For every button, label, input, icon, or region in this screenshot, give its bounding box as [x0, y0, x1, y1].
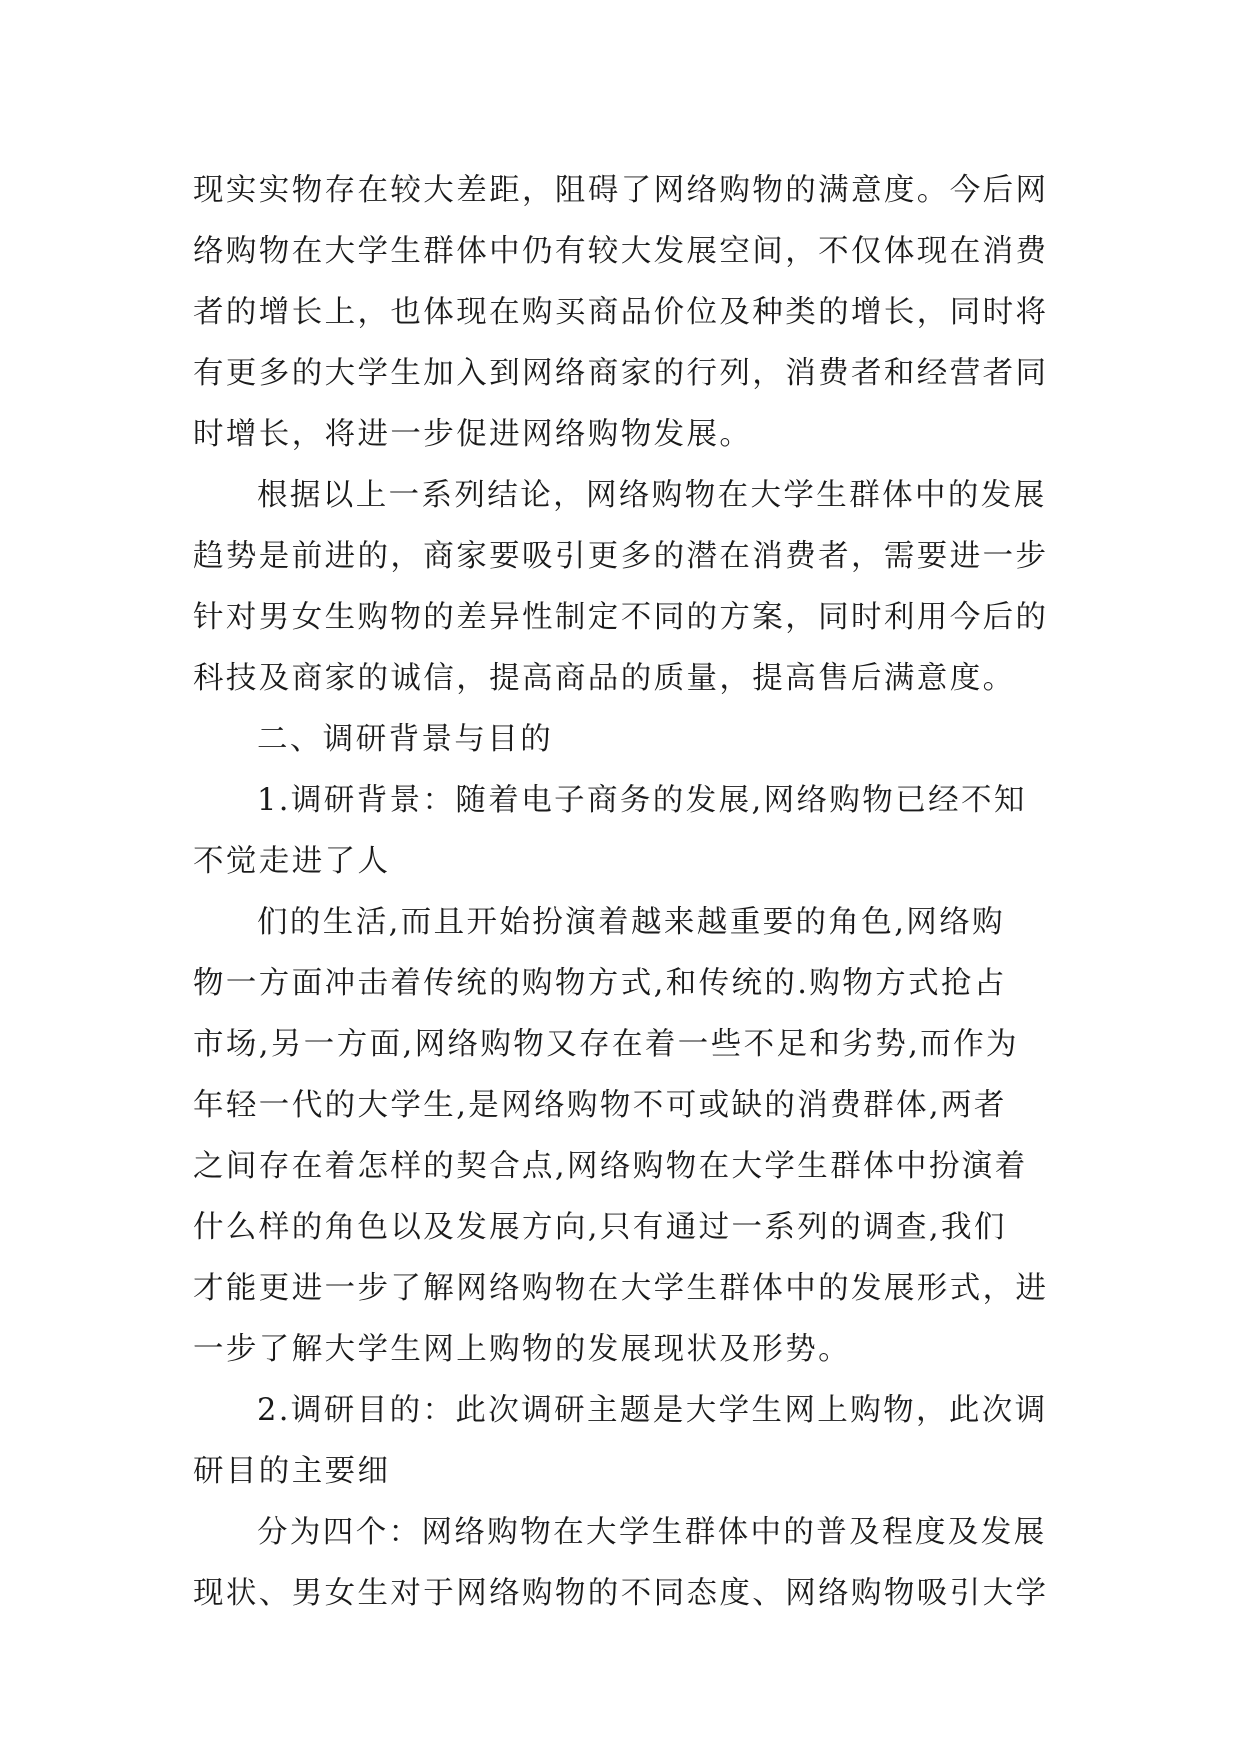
text-line: 不觉走进了人 [193, 844, 391, 879]
text-line: 分为四个：网络购物在大学生群体中的普及程度及发展 [257, 1515, 1047, 1550]
text-line: 时增长，将进一步促进网络购物发展。 [193, 417, 753, 452]
text-line: 市场,另一方面,网络购物又存在着一些不足和劣势,而作为 [193, 1027, 1019, 1062]
text-line: 者的增长上，也体现在购买商品价位及种类的增长，同时将 [193, 295, 1049, 330]
text-line: 二、调研背景与目的 [257, 722, 554, 757]
text-line: 2.调研目的：此次调研主题是大学生网上购物，此次调 [257, 1393, 1048, 1428]
text-line: 研目的主要细 [193, 1454, 391, 1489]
text-line: 之间存在着怎样的契合点,网络购物在大学生群体中扮演着 [193, 1149, 1028, 1184]
text-line: 络购物在大学生群体中仍有较大发展空间，不仅体现在消费 [193, 234, 1049, 269]
text-line: 们的生活,而且开始扮演着越来越重要的角色,网络购 [257, 905, 1005, 940]
text-line: 科技及商家的诚信，提高商品的质量，提高售后满意度。 [193, 661, 1016, 696]
text-line: 根据以上一系列结论，网络购物在大学生群体中的发展 [257, 478, 1047, 513]
text-line: 趋势是前进的，商家要吸引更多的潜在消费者，需要进一步 [193, 539, 1049, 574]
text-line: 现实实物存在较大差距，阻碍了网络购物的满意度。今后网 [193, 173, 1049, 208]
text-line: 年轻一代的大学生,是网络购物不可或缺的消费群体,两者 [193, 1088, 1007, 1123]
text-line: 针对男女生购物的差异性制定不同的方案，同时利用今后的 [193, 600, 1049, 635]
text-line: 1.调研背景：随着电子商务的发展,网络购物已经不知 [257, 783, 1027, 818]
text-line: 现状、男女生对于网络购物的不同态度、网络购物吸引大学 [193, 1576, 1049, 1611]
text-line: 物一方面冲击着传统的购物方式,和传统的.购物方式抢占 [193, 966, 1007, 1001]
text-line: 一步了解大学生网上购物的发展现状及形势。 [193, 1332, 851, 1367]
text-line: 才能更进一步了解网络购物在大学生群体中的发展形式，进 [193, 1271, 1049, 1306]
text-line: 什么样的角色以及发展方向,只有通过一系列的调查,我们 [193, 1210, 1007, 1245]
text-line: 有更多的大学生加入到网络商家的行列，消费者和经营者同 [193, 356, 1049, 391]
document-body-text [193, 160, 1053, 1624]
